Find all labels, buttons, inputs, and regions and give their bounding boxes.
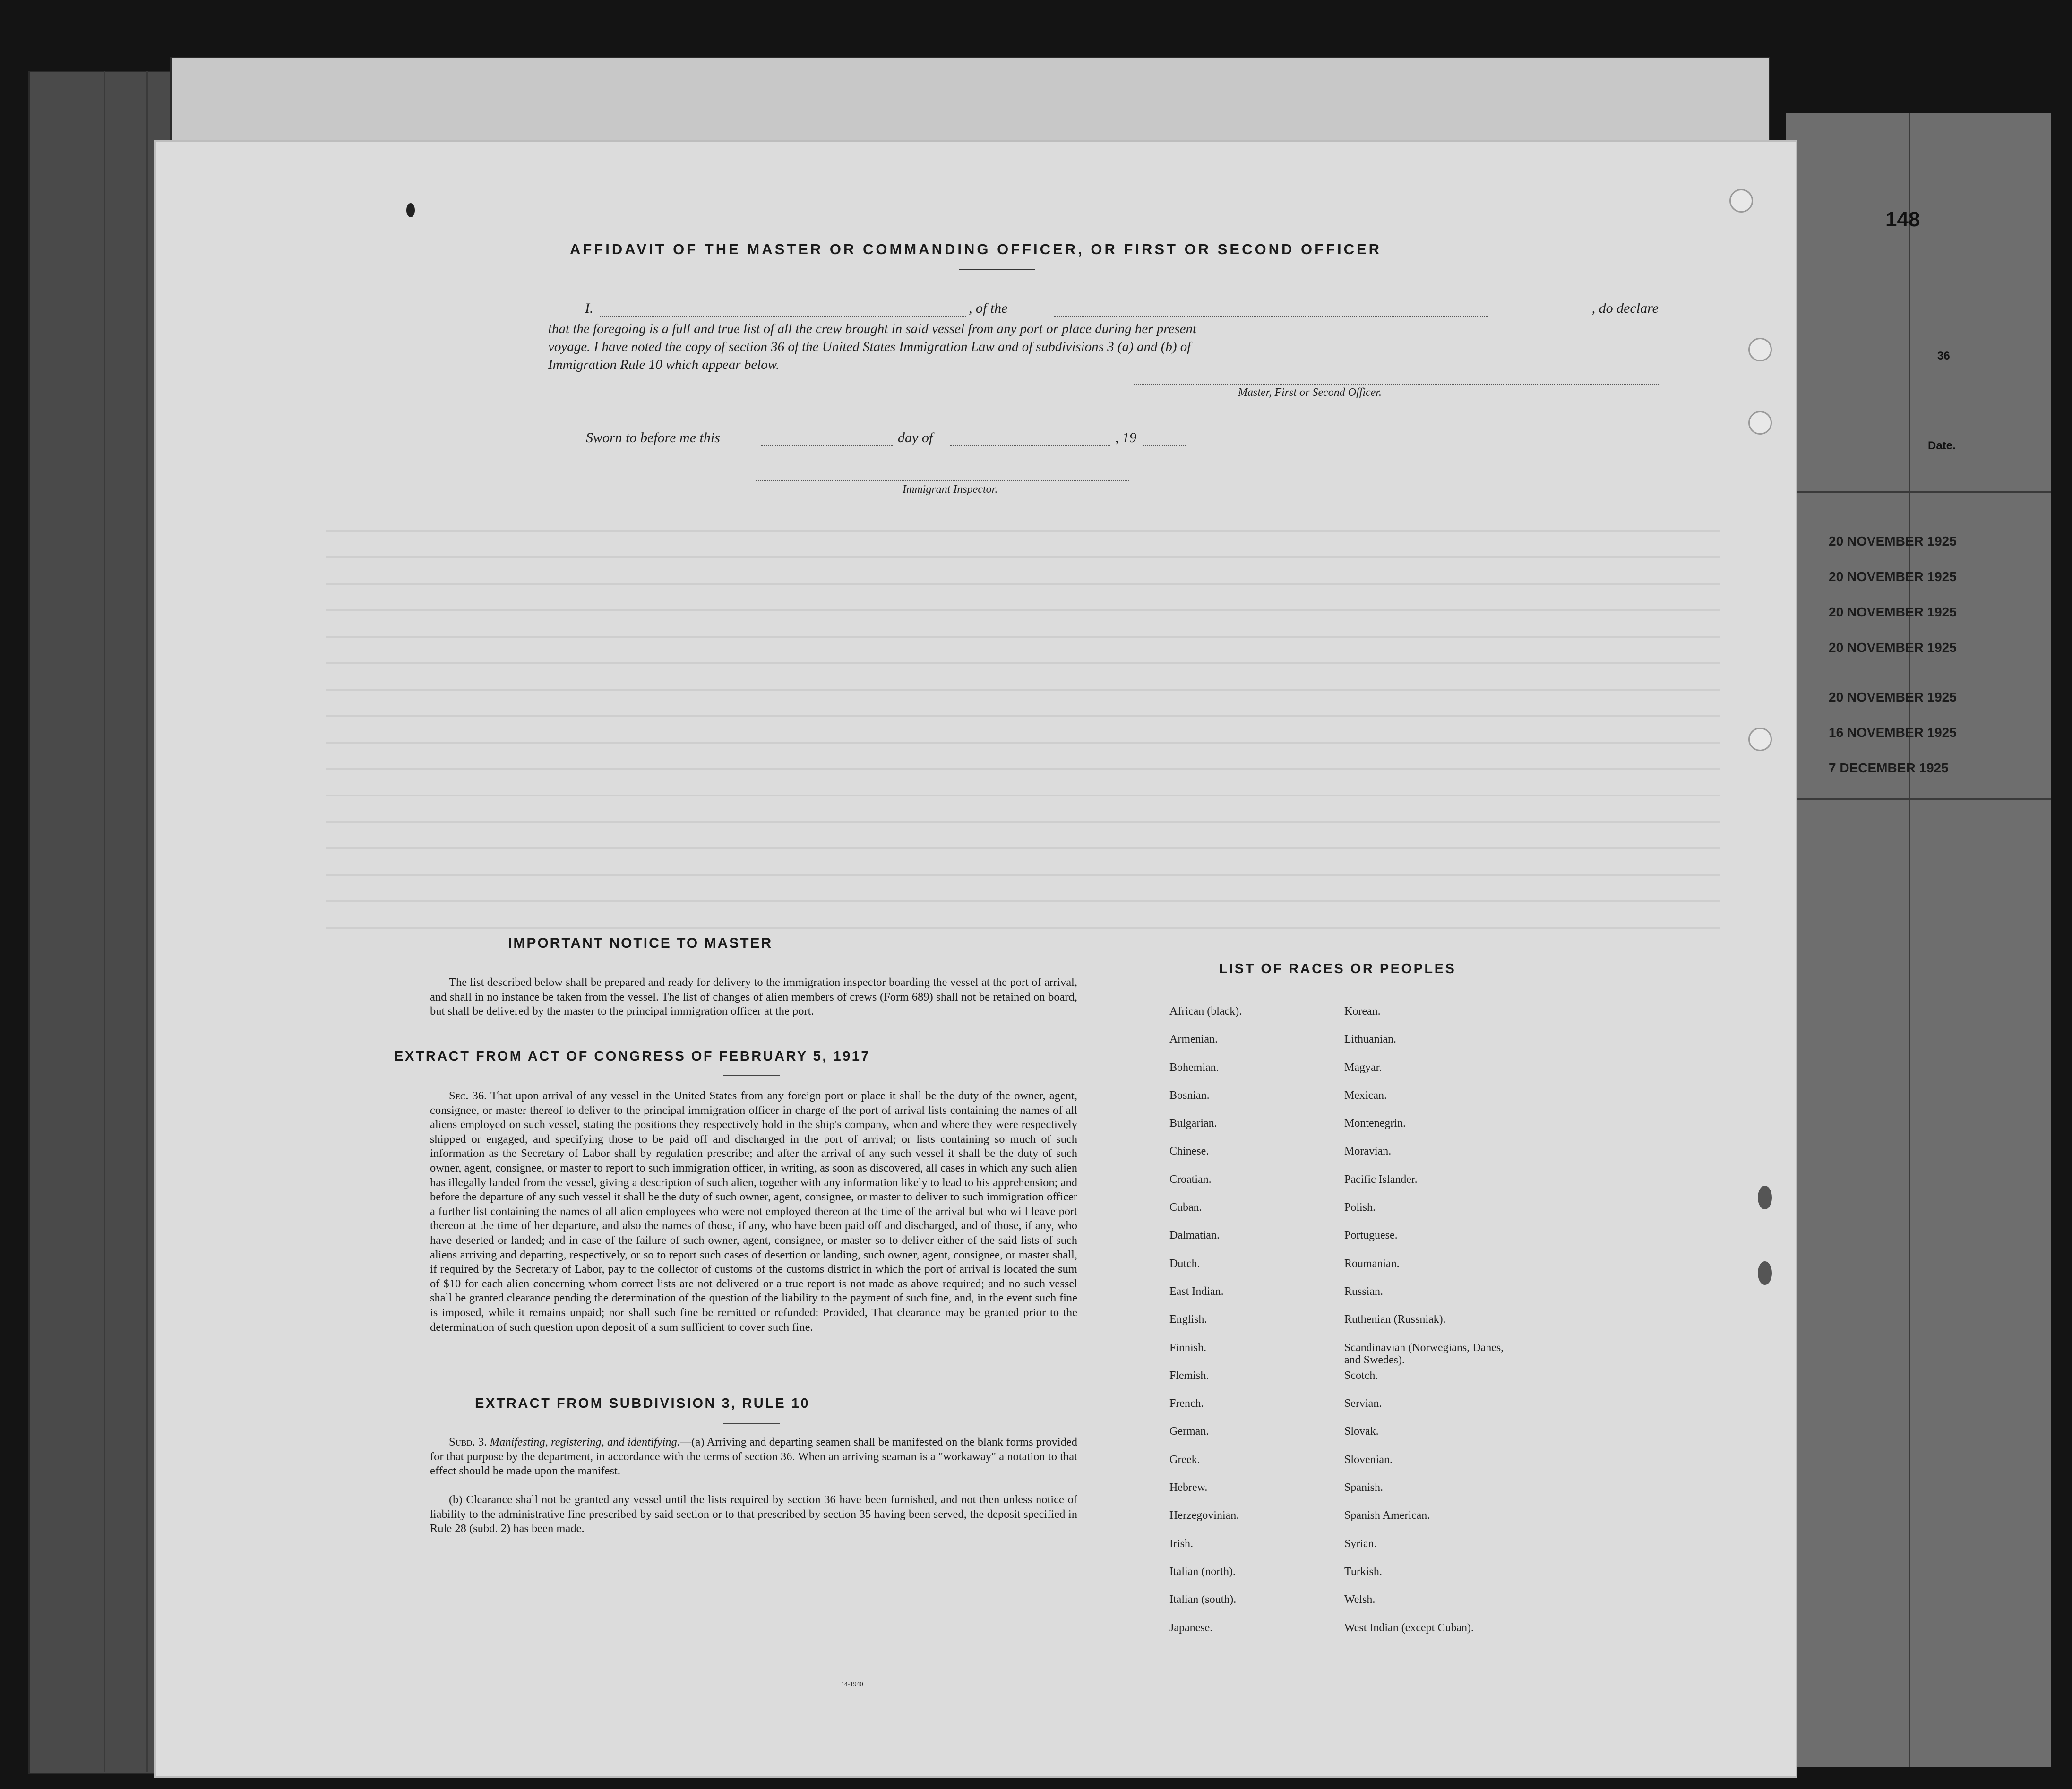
sworn-year-blank [1143, 444, 1186, 446]
extract-act-title: EXTRACT FROM ACT OF CONGRESS OF FEBRUARY 5, 1917 [394, 1049, 871, 1064]
race-item: Moravian. [1344, 1145, 1392, 1158]
sworn-day-blank [761, 444, 893, 446]
race-item: Portuguese. [1344, 1229, 1398, 1242]
race-item: Slovak. [1344, 1425, 1379, 1438]
race-item: Montenegrin. [1344, 1117, 1406, 1130]
race-item: Scandinavian (Norwegians, Danes, and Swedes). [1344, 1341, 1504, 1366]
inspector-caption: Immigrant Inspector. [903, 483, 998, 496]
section-label: Sec. 36. [449, 1089, 487, 1102]
punch-hole [1748, 338, 1772, 361]
side-date: 20 NOVEMBER 1925 [1829, 605, 1957, 619]
side-date: 16 NOVEMBER 1925 [1829, 725, 1957, 740]
affidavit-i: I. [585, 300, 593, 316]
column-label-date: Date. [1928, 439, 1956, 452]
race-item: Pacific Islander. [1344, 1173, 1418, 1186]
affidavit-line2: that the foregoing is a full and true list of all the crew brought in said vessel from any port or place during her present [548, 321, 1197, 336]
race-item: Armenian. [1169, 1033, 1218, 1046]
extract-act-rule [723, 1075, 780, 1076]
inspector-blank [756, 479, 1129, 481]
subd-heading: Manifesting, registering, and identifying. [490, 1436, 680, 1448]
race-item: Bohemian. [1169, 1061, 1219, 1074]
affidavit-title: AFFIDAVIT OF THE MASTER OR COMMANDING OFFICER, OR FIRST OR SECOND OFFICER [569, 241, 1382, 257]
race-item: English. [1169, 1313, 1207, 1326]
extract-rule-rule [723, 1423, 780, 1424]
subd-label: Subd. 3. [449, 1436, 487, 1448]
signature-blank [1134, 383, 1659, 385]
punch-hole [1748, 728, 1772, 751]
affidavit-declare: , do declare [1591, 300, 1659, 316]
background-sheet-top [170, 57, 1770, 154]
subd-para-a: —(a) Arriving and departing seamen shall be manifested on the blank forms provided for that purpose by the department, in accordance with the terms of section 36. When an arriving seaman is a "workaway" a notation to that effect should be made upon the manifest. [430, 1436, 1077, 1478]
extract-rule-title: EXTRACT FROM SUBDIVISION 3, RULE 10 [475, 1396, 810, 1411]
race-item: Italian (north). [1169, 1565, 1236, 1578]
race-item: Croatian. [1169, 1173, 1212, 1186]
race-item: Korean. [1344, 1005, 1381, 1018]
side-date: 7 DECEMBER 1925 [1829, 761, 1949, 775]
race-item: Herzegovinian. [1169, 1509, 1239, 1522]
races-right-column [1344, 1005, 1543, 1650]
bleed-through-rows [326, 505, 1720, 931]
sworn-day-of: day of [898, 430, 933, 445]
side-date: 20 NOVEMBER 1925 [1829, 534, 1957, 548]
page-number: 148 [1885, 208, 1920, 231]
column-number: 36 [1937, 350, 1950, 362]
race-item: Lithuanian. [1344, 1033, 1396, 1046]
background-grid-right [1786, 113, 2051, 1767]
race-item: African (black). [1169, 1005, 1242, 1018]
race-item: Cuban. [1169, 1201, 1202, 1214]
race-item: Slovenian. [1344, 1453, 1393, 1466]
race-item: Polish. [1344, 1201, 1376, 1214]
extract-act-text: That upon arrival of any vessel in the United States from any foreign port or place it shall be the duty of the owner, agent, consignee, or master thereof to deliver to the principal immigration officer in charge of the port of arrival lists containing the names of all aliens employed on such vessel, stating the positions they respectively hold in the ship's company, when and where they were respectively shipped or engaged, and specifying those to be paid off and discharged in the port of arrival; or lists containing so much of such information as the Secretary of Labor shall by regulation prescribe; and after the arrival of any such vessel it shall be the duty of such owner, agent, consignee, or master to report to such immigration officer, in writing, as soon as discovered, all cases in which any such alien has illegally landed from the vessel, giving a description of such alien, together with any information likely to lead to his apprehension; and before the departure of any such vessel it shall be the duty of such owner, agent, consignee, or master to deliver to such immigration officer a further list containing the names of all alien employees who were not employed thereon at the time of the arrival but who will leave port thereon at the time of her departure, and also the names of those, if any, who have been paid off and discharged, and of those, if any, who have deserted or landed; and in case of the failure of such owner, agent, consignee, or master so to deliver either of the said lists of such aliens arriving and departing, respectively, or so to report such cases of desertion or landing, such owner, agent, consignee, or master shall, if required by the Secretary of Labor, pay to the collector of customs of the customs district in which the port of arrival is located the sum of $10 for each alien concerning whom correct lists are not delivered or a true report is not made as above required; and no such vessel shall be granted clearance pending the determination of the question of the liability to the payment of such fine, and, in the event such fine is imposed, while it remains unpaid; nor shall such fine be remitted or refunded: Provided, That clearance may be granted prior to the determination of such question upon deposit of a sum sufficient to cover such fine. [430, 1089, 1077, 1334]
title-rule [959, 269, 1035, 270]
extract-act-body [430, 1089, 1077, 1335]
race-item: Scotch. [1344, 1369, 1378, 1382]
race-item: Chinese. [1169, 1145, 1209, 1158]
side-dates-column [1829, 534, 2037, 798]
signature-caption: Master, First or Second Officer. [1238, 386, 1382, 399]
race-item: Irish. [1169, 1537, 1193, 1550]
race-item: Spanish. [1344, 1481, 1384, 1494]
side-date: 20 NOVEMBER 1925 [1829, 569, 1957, 584]
binding-mark [406, 203, 415, 217]
race-item: Russian. [1344, 1285, 1384, 1298]
race-item: Roumanian. [1344, 1257, 1400, 1270]
race-item: Hebrew. [1169, 1481, 1208, 1494]
punch-hole [1729, 189, 1753, 213]
race-item: Bulgarian. [1169, 1117, 1217, 1130]
affidavit-line3: voyage. I have noted the copy of section 36 of the United States Immigration Law and of subdivisions 3 (a) and (b) of [548, 339, 1191, 354]
race-item: West Indian (except Cuban). [1344, 1621, 1474, 1634]
affidavit-page [156, 142, 1796, 1776]
race-item: Greek. [1169, 1453, 1200, 1466]
extract-rule-para-b: (b) Clearance shall not be granted any vessel until the lists required by section 36 have been furnished, and not then unless notice of liability to the administrative fine prescribed by said section or to that prescribed by section 35 having been served, the deposit specified in Rule 28 (subd. 2) has been made. [430, 1493, 1077, 1535]
notice-title: IMPORTANT NOTICE TO MASTER [508, 935, 773, 951]
race-item: Turkish. [1344, 1565, 1382, 1578]
race-item: French. [1169, 1397, 1204, 1410]
extract-rule-para-a [430, 1435, 1077, 1479]
name-blank [600, 315, 966, 317]
race-item: Ruthenian (Russniak). [1344, 1313, 1446, 1326]
race-item: Flemish. [1169, 1369, 1209, 1382]
race-item: East Indian. [1169, 1285, 1224, 1298]
notice-text: The list described below shall be prepared and ready for delivery to the immigration inspector boarding the vessel at the port of arrival, and shall in no instance be taken from the vessel. The list of changes of alien members of crews (Form 689) shall not be retained on board, but shall be delivered by the master to the principal immigration officer at the port. [430, 976, 1077, 1018]
binding-hole [1758, 1261, 1772, 1285]
side-date: 20 NOVEMBER 1925 [1829, 640, 1957, 655]
side-date: 20 NOVEMBER 1925 [1829, 690, 1957, 704]
race-item: Magyar. [1344, 1061, 1382, 1074]
punch-hole [1748, 411, 1772, 435]
binding-hole [1758, 1186, 1772, 1209]
race-item: Spanish American. [1344, 1509, 1430, 1522]
races-title: LIST OF RACES OR PEOPLES [1219, 961, 1456, 976]
race-item: Mexican. [1344, 1089, 1387, 1102]
race-item: Dutch. [1169, 1257, 1200, 1270]
race-item: German. [1169, 1425, 1209, 1438]
race-item: Syrian. [1344, 1537, 1377, 1550]
race-item: Japanese. [1169, 1621, 1213, 1634]
race-item: Italian (south). [1169, 1593, 1237, 1606]
form-code: 14-1940 [841, 1681, 863, 1688]
race-item: Welsh. [1344, 1593, 1376, 1606]
race-item: Dalmatian. [1169, 1229, 1220, 1242]
races-left-column [1169, 1005, 1349, 1650]
affidavit-line4: Immigration Rule 10 which appear below. [548, 357, 780, 372]
sworn-year: , 19 [1115, 430, 1136, 445]
affidavit-of-the: , of the [969, 300, 1008, 316]
sworn-text: Sworn to before me this [586, 430, 720, 445]
sworn-month-blank [950, 444, 1110, 446]
race-item: Finnish. [1169, 1341, 1207, 1354]
race-item: Servian. [1344, 1397, 1382, 1410]
race-item: Bosnian. [1169, 1089, 1210, 1102]
